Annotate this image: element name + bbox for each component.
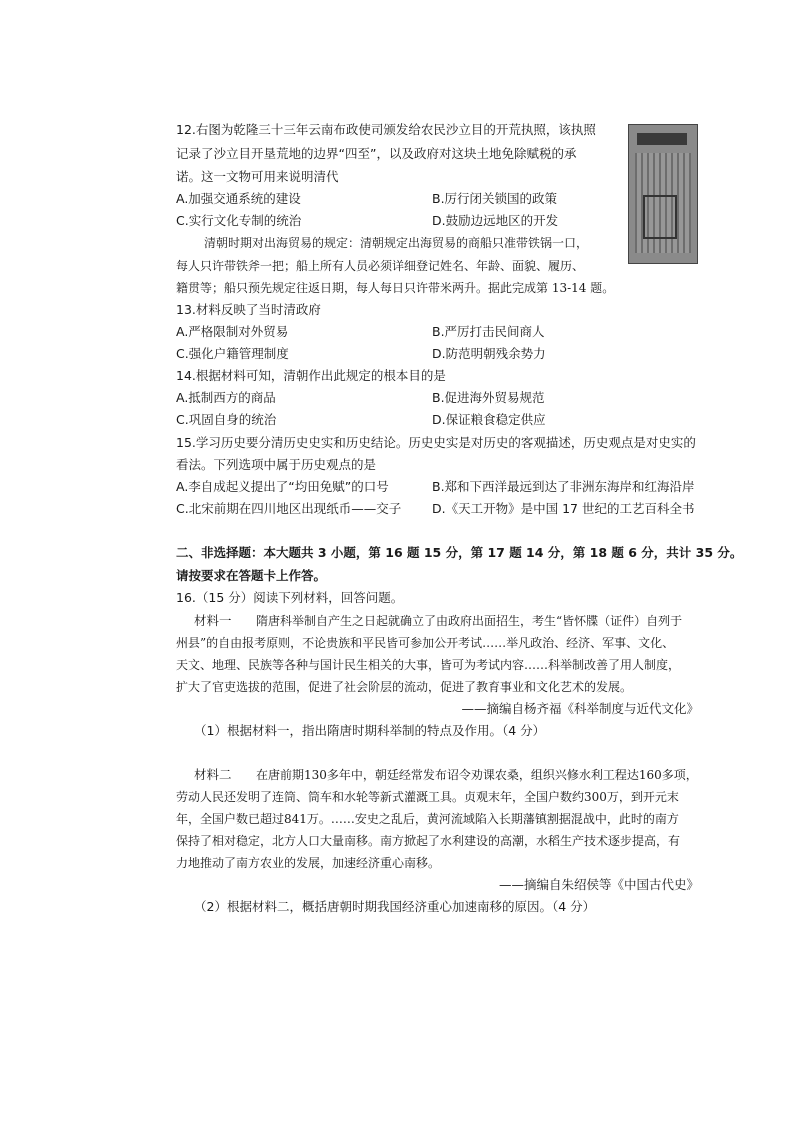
land-license-photo xyxy=(628,124,698,264)
q16-material-1-line-1: 隋唐科举制自产生之日起就确立了由政府出面招生，考生“皆怀牒（证件）自列于 xyxy=(256,614,683,628)
q12-option-c: C.实行文化专制的统治 xyxy=(176,213,302,228)
section-2-heading-line-1: 二、非选择题：本大题共 3 小题，第 16 题 15 分，第 17 题 14 分，第 18 题 6 分，共计 35 分。 xyxy=(176,545,743,560)
q14-stem: 14.根据材料可知，清朝作出此规定的根本目的是 xyxy=(176,368,446,383)
q15-stem-line-1: 15.学习历史要分清历史史实和历史结论。历史史实是对历史的客观描述，历史观点是对史实的 xyxy=(176,435,696,450)
q14-option-a: A.抵制西方的商品 xyxy=(176,390,276,405)
q14-option-c: C.巩固自身的统治 xyxy=(176,412,277,427)
license-stamp-decoration xyxy=(643,195,677,239)
q16-material-2-source: ——摘编自朱绍侯等《中国古代史》 xyxy=(498,877,699,892)
q16-stem: 16.（15 分）阅读下列材料，回答问题。 xyxy=(176,590,404,605)
q15-option-a: A.李自成起义提出了“均田免赋”的口号 xyxy=(176,479,389,494)
q14-option-d: D.保证粮食稳定供应 xyxy=(432,412,546,427)
q15-stem-line-2: 看法。下列选项中属于历史观点的是 xyxy=(176,457,377,472)
q12-option-a: A.加强交通系统的建设 xyxy=(176,191,301,206)
q16-material-2-line-2: 劳动人民还发明了连筒、筒车和水轮等新式灌溉工具。贞观末年，全国户数约300万，到开元末 xyxy=(176,790,679,804)
material-13-line-3: 籍贯等；船只预先规定往返日期，每人每日只许带米两升。据此完成第 13-14 题。 xyxy=(176,281,615,295)
q14-option-b: B.促进海外贸易规范 xyxy=(432,390,545,405)
q15-option-d: D.《天工开物》是中国 17 世纪的工艺百科全书 xyxy=(432,501,695,516)
q13-option-d: D.防范明朝残余势力 xyxy=(432,346,546,361)
q16-subquestion-1: （1）根据材料一，指出隋唐时期科举制的特点及作用。（4 分） xyxy=(194,723,546,738)
q16-material-2-line-4: 保持了相对稳定，北方人口大量南移。南方掀起了水利建设的高潮，水稻生产技术逐步提高，有 xyxy=(176,834,681,848)
q13-option-b: B.严厉打击民间商人 xyxy=(432,324,545,339)
q12-option-b: B.厉行闭关锁国的政策 xyxy=(432,191,558,206)
q16-material-1-line-4: 扩大了官吏选拔的范围，促进了社会阶层的流动，促进了教育事业和文化艺术的发展。 xyxy=(176,680,633,694)
material-13-line-1: 清朝时期对出海贸易的规定：清朝规定出海贸易的商船只准带铁锅一口， xyxy=(204,236,589,250)
q16-material-1-line-2: 州县”的自由报考原则，不论贵族和平民皆可参加公开考试……举凡政治、经济、军事、文化、 xyxy=(176,636,675,650)
q13-stem: 13.材料反映了当时清政府 xyxy=(176,302,321,317)
q16-material-1-label: 材料一 xyxy=(194,613,232,628)
q12-stem-line-3: 诺。这一文物可用来说明清代 xyxy=(176,169,339,184)
q13-option-a: A.严格限制对外贸易 xyxy=(176,324,289,339)
material-13-line-2: 每人只许带铁斧一把；船上所有人员必须详细登记姓名、年龄、面貌、履历、 xyxy=(176,259,585,273)
q12-option-d: D.鼓励边远地区的开发 xyxy=(432,213,559,228)
q16-material-2-line-3: 年，全国户数已超过841万。……安史之乱后，黄河流域陷入长期藩镇割据混战中，此时的南方 xyxy=(176,812,679,826)
q12-stem-line-1: 12.右图为乾隆三十三年云南布政使司颁发给农民沙立目的开荒执照，该执照 xyxy=(176,122,596,137)
q15-option-c: C.北宋前期在四川地区出现纸币——交子 xyxy=(176,501,402,516)
q16-material-1-source: ——摘编自杨齐福《科举制度与近代文化》 xyxy=(461,701,699,716)
q12-stem-line-2: 记录了沙立目开垦荒地的边界“四至”，以及政府对这块土地免除赋税的承 xyxy=(176,146,577,161)
q16-subquestion-2: （2）根据材料二，概括唐朝时期我国经济重心加速南移的原因。（4 分） xyxy=(194,899,596,914)
q16-material-1-line-3: 天文、地理、民族等各种与国计民生相关的大事，皆可为考试内容……科举制改善了用人制度， xyxy=(176,658,681,672)
q15-option-b: B.郑和下西洋最远到达了非洲东海岸和红海沿岸 xyxy=(432,479,695,494)
section-2-heading-line-2: 请按要求在答题卡上作答。 xyxy=(176,568,327,583)
q16-material-2-line-1: 在唐前期130多年中，朝廷经常发布诏令劝课农桑，组织兴修水利工程达160多项， xyxy=(256,768,698,782)
q16-material-2-line-5: 力地推动了南方农业的发展，加速经济重心南移。 xyxy=(176,856,441,870)
q13-option-c: C.强化户籍管理制度 xyxy=(176,346,289,361)
license-header-decoration xyxy=(637,133,687,145)
q16-material-2-label: 材料二 xyxy=(194,767,232,782)
